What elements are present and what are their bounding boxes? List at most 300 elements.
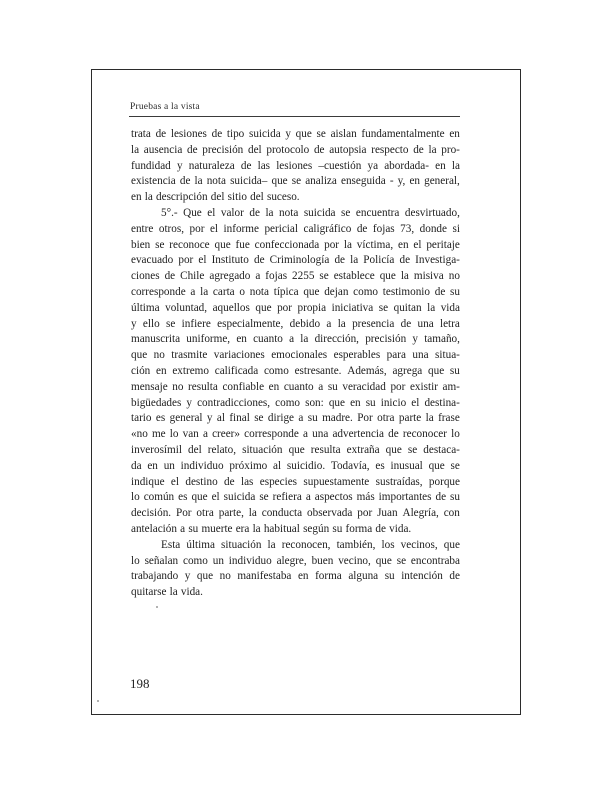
text-word: se	[319, 270, 329, 283]
text-word: reconocen,	[281, 538, 331, 551]
text-word: se	[407, 443, 418, 456]
text-word: donde	[419, 222, 447, 235]
text-word: tipo	[226, 128, 245, 140]
text-word: la	[131, 143, 140, 156]
text-word: dirección,	[314, 333, 359, 346]
text-word: última	[186, 538, 215, 551]
text-word: Instituto	[211, 254, 249, 267]
text-word: individuo	[228, 554, 272, 567]
text-word: su	[449, 364, 460, 377]
text-word: a	[202, 428, 208, 441]
text-word: vecinos,	[400, 538, 438, 551]
text-word: manuscrita	[131, 333, 181, 346]
text-word: lo	[451, 428, 460, 441]
text-word: de	[413, 143, 424, 156]
text-word: su	[327, 380, 338, 393]
text-word: general,	[424, 175, 460, 188]
text-word: protocolo	[266, 143, 310, 156]
text-word: que	[255, 301, 272, 314]
text-word: infiere	[181, 317, 211, 330]
text-word: de	[164, 270, 176, 283]
text-word: descripción	[156, 191, 208, 204]
text-line	[131, 143, 460, 159]
text-word: se	[259, 491, 269, 504]
text-word: pro-	[441, 143, 460, 156]
text-word: establece	[333, 270, 375, 283]
text-word: son:	[305, 396, 324, 409]
text-word: la	[300, 333, 309, 346]
text-word: encuentra	[355, 206, 400, 219]
text-word: en	[297, 570, 309, 583]
text-word: una	[412, 349, 429, 362]
text-word: de	[400, 317, 412, 330]
text-line	[131, 396, 460, 412]
text-word: destaca-	[423, 443, 460, 456]
text-word: relato,	[207, 443, 237, 456]
text-word: se	[341, 206, 351, 219]
text-word: situación	[242, 443, 283, 456]
text-word: del	[188, 443, 202, 456]
text-word: Policía	[363, 254, 395, 267]
text-word: precisión	[365, 333, 407, 346]
text-word: emocionales	[271, 349, 328, 362]
text-word: el	[207, 206, 216, 219]
text-word: a	[289, 333, 295, 346]
text-word: en	[435, 159, 446, 172]
text-word: antelación	[131, 522, 177, 535]
text-line	[131, 364, 460, 380]
text-word: reconocer	[402, 428, 447, 441]
text-word: en	[147, 459, 158, 472]
text-word: suicida–	[230, 175, 268, 188]
text-word: inusual	[390, 459, 423, 472]
text-word: y,	[397, 175, 406, 188]
text-word: destino	[185, 475, 218, 488]
text-word: del	[250, 191, 264, 204]
text-word: debido	[289, 317, 321, 330]
text-word: es	[375, 459, 385, 472]
text-line	[131, 459, 460, 475]
text-word: una	[417, 317, 434, 330]
text-word: existencia	[131, 175, 176, 188]
text-word: abordada-	[384, 159, 429, 172]
text-word: am-	[442, 380, 460, 393]
text-word: de	[388, 428, 399, 441]
text-word: 5°.-	[161, 206, 178, 219]
text-word: en	[131, 191, 142, 204]
text-word: Investiga-	[415, 254, 460, 267]
text-word: vecino,	[338, 554, 371, 567]
text-word: que	[375, 554, 392, 567]
text-word: la	[343, 238, 352, 251]
text-word: que	[131, 349, 148, 362]
text-line	[131, 269, 460, 285]
text-word: fue	[235, 238, 250, 251]
text-word: la	[248, 507, 257, 520]
header-rule	[129, 116, 460, 117]
text-word: Todavía,	[330, 459, 370, 472]
text-line	[131, 206, 460, 222]
text-word: lesiones	[276, 159, 313, 172]
text-word: intención	[401, 570, 443, 583]
text-word: se	[316, 128, 326, 140]
text-line	[131, 569, 460, 585]
text-word: la	[252, 522, 261, 535]
text-word: Criminología	[269, 254, 330, 267]
text-word: la	[350, 254, 359, 267]
text-word: situa-	[435, 349, 460, 362]
text-word: la	[144, 191, 153, 204]
text-word: a	[180, 522, 186, 535]
text-word: especies	[259, 475, 298, 488]
text-line	[131, 317, 460, 333]
text-line	[131, 348, 460, 364]
text-word: con	[443, 507, 460, 520]
text-word: de	[249, 206, 260, 219]
text-word: de	[240, 159, 252, 172]
text-word: lo	[169, 428, 179, 441]
text-word: no	[153, 349, 165, 362]
text-word: en	[268, 380, 280, 393]
text-line	[131, 380, 460, 396]
text-word: próximo	[229, 459, 268, 472]
scan-speck	[97, 700, 99, 702]
text-word: se	[155, 238, 165, 251]
text-word: mensaje	[131, 380, 168, 393]
text-word: su	[188, 522, 199, 535]
text-word: reconoce	[169, 238, 210, 251]
text-word: de	[155, 128, 167, 140]
text-word: por	[178, 254, 194, 267]
text-word: por	[390, 380, 406, 393]
text-word: voluntad,	[165, 301, 208, 314]
text-word: encontraba	[410, 554, 460, 567]
text-word: suicida	[223, 491, 256, 504]
text-word: suicida	[303, 206, 336, 219]
text-word: aquellos	[212, 301, 250, 314]
text-word: frase	[438, 412, 460, 425]
text-word: misiva	[413, 270, 444, 283]
text-word: también,	[336, 538, 376, 551]
text-word: y	[186, 396, 192, 409]
text-word: en	[156, 364, 167, 377]
text-word: lesiones	[170, 128, 207, 140]
text-word: la	[337, 317, 346, 330]
text-line	[131, 475, 460, 491]
text-word: aspectos	[314, 491, 353, 504]
text-word: contradicciones,	[197, 396, 271, 409]
text-word: van	[182, 428, 199, 441]
text-word: última	[131, 301, 160, 314]
text-word: fundidad	[131, 159, 171, 172]
text-word: analiza	[305, 175, 337, 188]
text-word: ción	[131, 364, 151, 377]
text-word: aislan	[330, 128, 357, 140]
text-word: de	[224, 475, 235, 488]
text-word: indique	[131, 475, 165, 488]
text-word: porque	[428, 475, 460, 488]
text-word: de	[449, 570, 460, 583]
text-word: a	[326, 317, 332, 330]
text-word: caligráfico	[303, 222, 352, 235]
text-word: para	[386, 349, 406, 362]
text-word: calificada	[214, 364, 259, 377]
text-word: estresante.	[294, 364, 342, 377]
text-word: final	[229, 412, 250, 425]
text-word: las	[240, 475, 254, 488]
text-word: que	[428, 459, 445, 472]
text-word: lo	[131, 554, 140, 567]
text-word: naturaleza	[188, 159, 235, 172]
text-line	[131, 285, 460, 301]
text-word: en	[397, 238, 409, 251]
text-line	[131, 174, 460, 190]
text-line	[131, 238, 460, 254]
text-word: la	[427, 301, 436, 314]
text-word: quitan	[393, 301, 422, 314]
text-line	[131, 301, 460, 317]
text-word: víctima,	[356, 238, 394, 251]
text-word: un	[163, 459, 175, 472]
text-word: agrega	[392, 364, 423, 377]
text-word: se	[450, 459, 460, 472]
text-word: confeccionada	[254, 238, 320, 251]
text-word: a	[298, 412, 304, 425]
text-word: de	[356, 222, 368, 235]
text-word: de	[187, 143, 198, 156]
text-word: testimonio	[382, 285, 431, 298]
text-word: manifestaba	[237, 570, 292, 583]
text-word: presencia	[352, 317, 395, 330]
text-word: forma	[315, 570, 342, 583]
text-word: cuanto	[283, 380, 314, 393]
text-word: destina-	[424, 396, 460, 409]
text-word: a	[305, 491, 311, 504]
text-word: o	[239, 285, 245, 298]
text-word: trata	[131, 128, 151, 140]
text-word: informe	[223, 222, 259, 235]
text-word: la	[451, 159, 460, 172]
text-word: advertencia	[332, 428, 384, 441]
text-word: típica	[273, 285, 299, 298]
text-word: Además,	[347, 364, 387, 377]
text-word: dejan	[324, 285, 349, 298]
text-word: habitual	[263, 522, 300, 535]
text-word: de	[313, 143, 325, 156]
text-line	[131, 554, 460, 570]
text-word: como	[263, 364, 289, 377]
text-word: un	[212, 554, 224, 567]
text-word: uniforme,	[186, 333, 231, 346]
text-word: suceso.	[266, 191, 300, 204]
text-word: –cuestión	[318, 159, 362, 172]
text-word: en	[236, 333, 247, 346]
text-word: ausencia	[143, 143, 183, 156]
text-word: cuanto	[253, 333, 283, 346]
text-line	[131, 506, 460, 522]
text-word: autopsia	[329, 143, 367, 156]
text-word: agregado	[209, 270, 251, 283]
text-word: Juan	[377, 507, 398, 520]
text-word: otra	[196, 507, 214, 520]
text-word: no	[172, 380, 184, 393]
text-word: que	[385, 443, 402, 456]
text-word: que	[379, 270, 396, 283]
text-word: por	[189, 222, 205, 235]
running-head: Pruebas a la vista	[130, 102, 200, 112]
text-word: se	[291, 175, 302, 188]
text-line	[131, 522, 460, 538]
text-word: sustraídas,	[375, 475, 423, 488]
text-word: que	[303, 285, 320, 298]
text-word: de	[253, 254, 265, 267]
text-word: por	[277, 301, 292, 314]
text-word: madre.	[322, 412, 353, 425]
text-word: 73,	[400, 222, 415, 235]
text-word: la	[265, 206, 274, 219]
text-line	[131, 332, 460, 348]
text-word: que	[295, 128, 312, 140]
page-number: 198	[130, 676, 150, 691]
text-word: el	[198, 254, 207, 267]
text-word: parte	[398, 412, 422, 425]
text-word: que	[196, 570, 214, 583]
text-word: parte,	[218, 507, 244, 520]
text-word: que	[443, 538, 460, 551]
text-word: suicida	[248, 128, 281, 140]
text-line	[131, 427, 460, 443]
text-word: ya	[367, 159, 379, 172]
text-word: la	[194, 175, 203, 188]
text-word: a	[255, 270, 261, 283]
text-line	[131, 127, 460, 143]
text-word: y	[176, 159, 183, 172]
text-word: existir	[409, 380, 438, 393]
text-word: nota	[279, 206, 299, 219]
text-word: y	[131, 317, 137, 330]
text-word: respecto	[371, 143, 409, 156]
text-word: pericial	[264, 222, 298, 235]
text-word: por	[324, 238, 340, 251]
text-word: -	[389, 175, 394, 188]
text-word: vida.	[180, 586, 203, 599]
text-word: se	[396, 554, 407, 567]
text-word: refiera	[272, 491, 302, 504]
text-word: valor	[220, 206, 244, 219]
text-word: nota	[249, 285, 269, 298]
text-word: si	[452, 222, 460, 235]
text-word: su	[332, 522, 343, 535]
text-word: supuestamente	[303, 475, 370, 488]
text-word: de	[179, 175, 191, 188]
text-word: muerte	[201, 522, 233, 535]
text-word: enseguida	[340, 175, 386, 188]
text-word: vida.	[389, 522, 412, 535]
text-word: general	[169, 412, 203, 425]
text-word: tario	[131, 412, 152, 425]
text-word: ello	[142, 317, 160, 330]
text-word: como	[353, 285, 379, 298]
text-word: no	[448, 270, 460, 283]
text-word: inicio	[380, 396, 407, 409]
text-word: su	[307, 412, 318, 425]
text-word: más	[356, 491, 375, 504]
text-line	[131, 159, 460, 175]
text-word: tamaño,	[424, 333, 460, 346]
text-word: la	[425, 412, 434, 425]
text-word: Que	[183, 206, 202, 219]
text-line	[131, 253, 460, 269]
text-word: alguna	[348, 570, 379, 583]
text-word: Chile	[180, 270, 205, 283]
text-word: los	[381, 538, 395, 551]
text-word: de	[434, 285, 446, 298]
text-word: me	[151, 428, 166, 441]
text-word: como	[275, 396, 301, 409]
text-word: común	[143, 491, 175, 504]
text-word: y	[206, 412, 213, 425]
text-word: peritaje	[426, 238, 460, 251]
text-word: su	[384, 570, 395, 583]
text-line	[131, 585, 460, 601]
text-word: conducta	[261, 507, 303, 520]
scan-speck	[156, 606, 158, 608]
text-word: suicidio.	[286, 459, 326, 472]
text-word: al	[216, 412, 225, 425]
text-word: al	[273, 459, 282, 472]
text-word: señalan	[144, 554, 179, 567]
text-word: de	[375, 522, 386, 535]
text-word: buen	[311, 554, 334, 567]
text-word: que	[288, 443, 305, 456]
text-word: Alegría,	[402, 507, 439, 520]
text-word: de	[211, 128, 223, 140]
text-word: Esta	[161, 538, 181, 551]
text-word: a	[190, 285, 196, 298]
text-word: fojas	[372, 222, 395, 235]
text-word: alegre,	[276, 554, 307, 567]
text-line	[131, 538, 460, 554]
text-word: es	[178, 491, 188, 504]
text-word: fojas	[265, 270, 288, 283]
text-word: resulta	[188, 380, 218, 393]
text-word: extremo	[172, 364, 209, 377]
text-line	[131, 190, 460, 206]
text-word: quitarse	[131, 586, 167, 599]
text-word: de	[334, 254, 345, 267]
text-word: trasmite	[171, 349, 208, 362]
text-word: el	[211, 491, 220, 504]
text-word: decisión.	[131, 507, 172, 520]
text-word: del	[247, 143, 262, 156]
text-word: la	[400, 270, 409, 283]
text-word: Por	[175, 507, 192, 520]
text-word: creer»	[212, 428, 241, 441]
text-line	[131, 490, 460, 506]
text-word: variaciones	[213, 349, 265, 362]
text-word: que	[428, 364, 445, 377]
text-word: 2255	[292, 270, 315, 283]
text-word: situación	[221, 538, 262, 551]
text-word: corresponde	[244, 428, 299, 441]
text-word: individuo	[180, 459, 224, 472]
text-word: da	[131, 459, 142, 472]
text-line	[131, 411, 460, 427]
text-word: el	[413, 238, 422, 251]
text-word: propia	[297, 301, 327, 314]
text-word: lo	[131, 491, 140, 504]
text-word: precisión	[202, 143, 244, 156]
